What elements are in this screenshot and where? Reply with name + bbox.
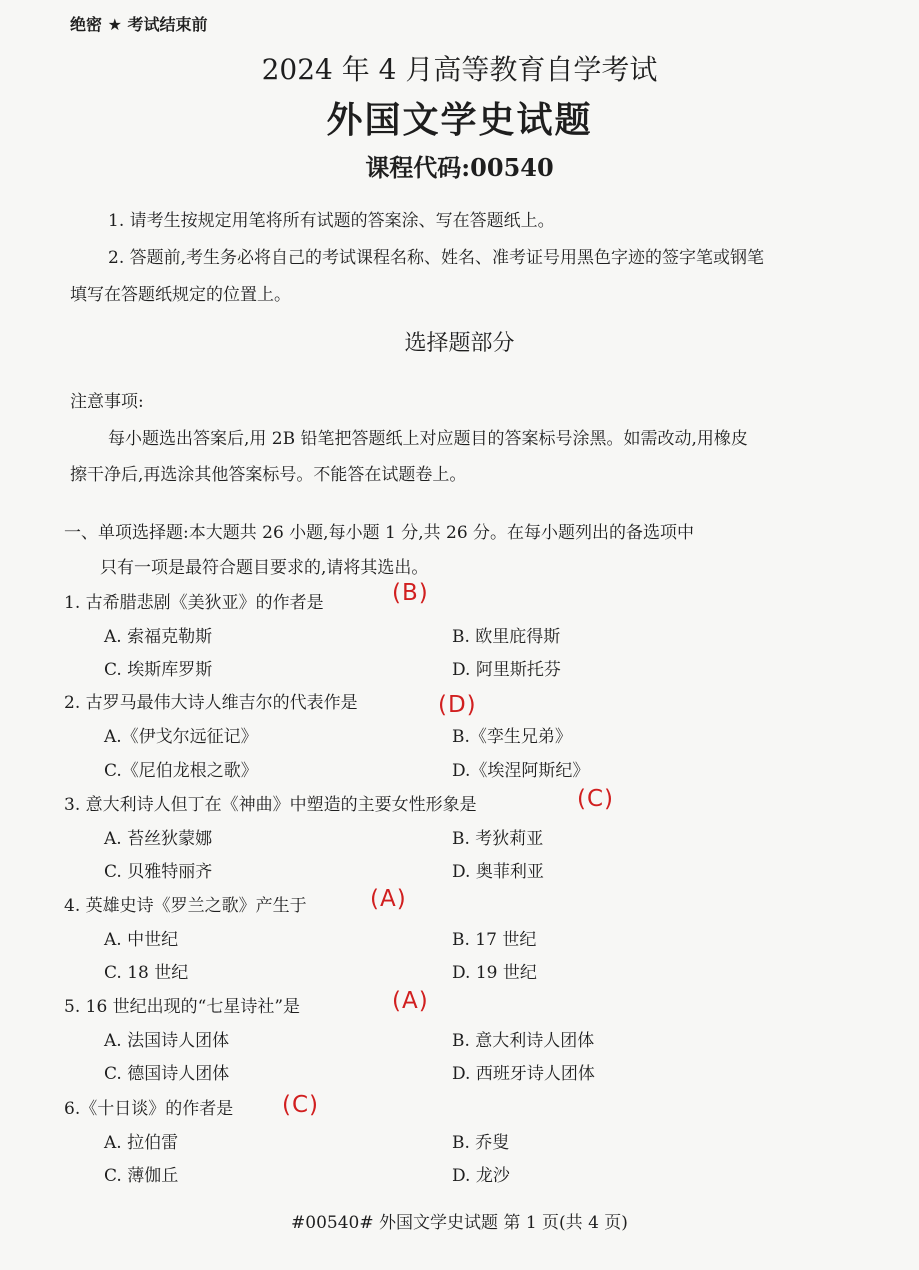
option-b: B. 17 世纪 — [452, 930, 537, 950]
confidential-label: 绝密 ★ 考试结束前 — [70, 15, 208, 34]
option-d: D. 西班牙诗人团体 — [452, 1064, 595, 1084]
option-c: C. 德国诗人团体 — [104, 1064, 230, 1084]
question-stem: 3. 意大利诗人但丁在《神曲》中塑造的主要女性形象是 — [64, 795, 477, 815]
option-a: A. 苔丝狄蒙娜 — [104, 829, 213, 849]
option-c: C.《尼伯龙根之歌》 — [104, 761, 258, 781]
exam-title: 2024 年 4 月高等教育自学考试 — [261, 53, 658, 86]
option-a: A. 法国诗人团体 — [104, 1031, 230, 1051]
option-b: B. 意大利诗人团体 — [452, 1031, 595, 1051]
handwritten-answer: (D) — [438, 692, 477, 718]
question-stem: 4. 英雄史诗《罗兰之歌》产生于 — [64, 896, 307, 916]
option-a: A.《伊戈尔远征记》 — [104, 727, 258, 747]
option-a: A. 索福克勒斯 — [104, 627, 213, 647]
instruction-line-1: 1. 请考生按规定用笔将所有试题的答案涂、写在答题纸上。 — [108, 211, 555, 231]
handwritten-answer: (C) — [282, 1092, 320, 1118]
handwritten-answer: (C) — [577, 786, 615, 812]
option-a: A. 拉伯雷 — [104, 1133, 179, 1153]
page-footer: #00540# 外国文学史试题 第 1 页(共 4 页) — [291, 1213, 628, 1233]
question-stem: 1. 古希腊悲剧《美狄亚》的作者是 — [64, 593, 324, 613]
option-a: A. 中世纪 — [104, 930, 179, 950]
handwritten-answer: (B) — [392, 580, 429, 606]
question-stem: 2. 古罗马最伟大诗人维吉尔的代表作是 — [64, 693, 358, 713]
option-b: B. 欧里庇得斯 — [452, 627, 561, 647]
instruction-line-2: 2. 答题前,考生务必将自己的考试课程名称、姓名、准考证号用黑色字迹的签字笔或钢笔 — [108, 248, 765, 268]
question-stem: 6.《十日谈》的作者是 — [64, 1099, 234, 1119]
handwritten-answer: (A) — [392, 988, 429, 1014]
section-title: 选择题部分 — [404, 331, 515, 356]
option-d: D. 阿里斯托芬 — [452, 660, 561, 680]
option-d: D. 奥菲利亚 — [452, 862, 544, 882]
part1-heading: 一、单项选择题:本大题共 26 小题,每小题 1 分,共 26 分。在每小题列出的备选项中 — [64, 523, 695, 543]
option-d: D. 19 世纪 — [452, 963, 537, 983]
notes-heading: 注意事项: — [70, 392, 144, 412]
notes-line-1: 每小题选出答案后,用 2B 铅笔把答题纸上对应题目的答案标号涂黑。如需改动,用橡皮 — [108, 429, 748, 449]
notes-line-2: 擦干净后,再选涂其他答案标号。不能答在试题卷上。 — [70, 465, 467, 485]
option-d: D.《埃涅阿斯纪》 — [452, 761, 590, 781]
handwritten-answer: (A) — [370, 886, 407, 912]
question-stem: 5. 16 世纪出现的“七星诗社”是 — [64, 997, 301, 1017]
course-code: 课程代码:00540 — [365, 153, 554, 182]
option-c: C. 埃斯库罗斯 — [104, 660, 213, 680]
part1-heading-cont: 只有一项是最符合题目要求的,请将其选出。 — [100, 558, 429, 578]
option-c: C. 18 世纪 — [104, 963, 189, 983]
option-b: B. 乔叟 — [452, 1133, 510, 1153]
option-d: D. 龙沙 — [452, 1166, 510, 1186]
option-b: B.《孪生兄弟》 — [452, 727, 572, 747]
option-b: B. 考狄莉亚 — [452, 829, 544, 849]
option-c: C. 薄伽丘 — [104, 1166, 179, 1186]
paper-title: 外国文学史试题 — [326, 99, 593, 141]
option-c: C. 贝雅特丽齐 — [104, 862, 213, 882]
instruction-line-2-cont: 填写在答题纸规定的位置上。 — [70, 285, 291, 305]
